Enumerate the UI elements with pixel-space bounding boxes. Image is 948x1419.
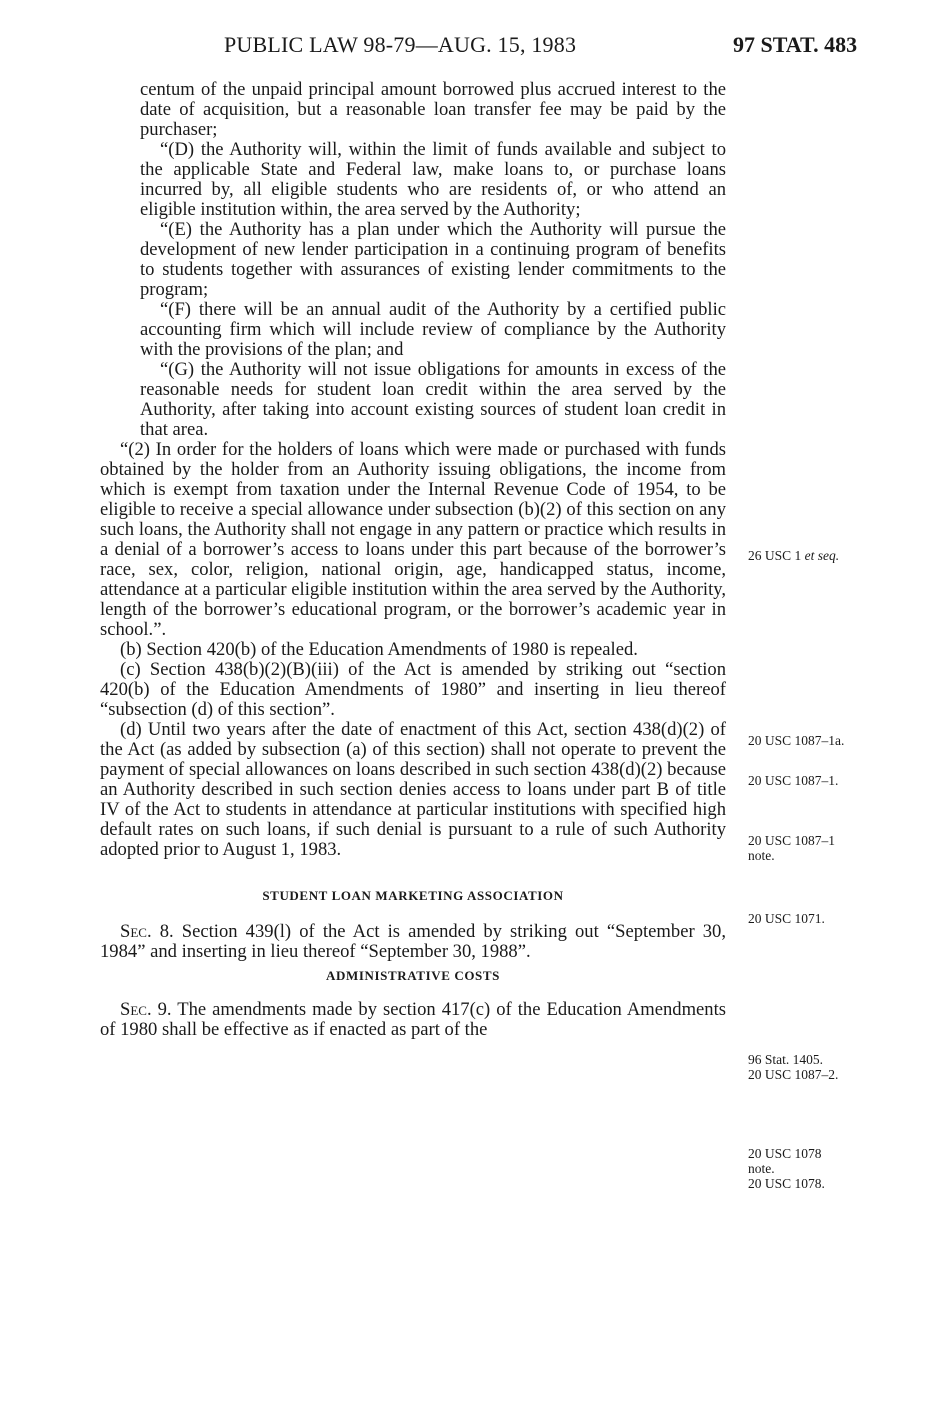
paragraph-f: “(F) there will be an annual audit of the Authority by a certified public accounting firm which will include review of compliance by the Authority with the provisions of the plan; and (140, 299, 726, 360)
margin-note-20-usc-1071: 20 USC 1071. (748, 911, 825, 926)
margin-note-line: 20 USC 1078 (748, 1146, 822, 1161)
page-header (0, 32, 948, 62)
margin-note-20-usc-1078 (748, 1146, 825, 1191)
subsection-d: (d) Until two years after the date of enactment of this Act, section 438(d)(2) of the Act (as added by subsection (a) of this section) shall not operate to prevent the payment of special allowances on loans described in such section 438(d)(2) because an Authority described in such section denies access to loans under part B of title IV of the Act to students in attendance at particular institutions with specified high default rates on such loans, if such denial is pursuant to a rule of such Authority adopted prior to August 1, 1983. (100, 719, 726, 860)
section-8 (100, 922, 726, 962)
margin-note-96-stat-1405 (748, 1052, 838, 1082)
margin-note-20-usc-1087-1: 20 USC 1087–1. (748, 773, 839, 788)
paragraph-g: “(G) the Authority will not issue obligations for amounts in excess of the reasonable needs for student loan credit within the area served by the Authority, after taking into account existing sources of student loan credit in that area. (140, 359, 726, 440)
paragraph-e: “(E) the Authority has a plan under which the Authority will pursue the development of new lender participation in a continuing program of benefits to students together with assurances of existing lender commitments to the program; (140, 219, 726, 300)
statute-text (100, 80, 726, 1040)
section-8-text: Section 439(l) of the Act is amended by striking out “September 30, 1984” and inserting in lieu thereof “September 30, 1988”. (100, 921, 726, 962)
margin-note-line: 20 USC 1087–2. (748, 1067, 839, 1082)
subsection-c: (c) Section 438(b)(2)(B)(iii) of the Act is amended by striking out “section 420(b) of the Education Amendments of 1980” and inserting in lieu thereof “subsection (d) of this section”. (100, 659, 726, 720)
margin-note-line: 96 Stat. 1405. (748, 1052, 824, 1067)
subsection-b: (b) Section 420(b) of the Education Amendments of 1980 is repealed. (120, 639, 638, 660)
margin-note-20-usc-1087-1-note (748, 833, 835, 863)
margin-note-line: 20 USC 1087–1 (748, 833, 836, 848)
section-8-label: Sec. 8. (120, 921, 174, 942)
section-9-text: The amendments made by section 417(c) of the Education Amendments of 1980 shall be effective as if enacted as part of the (100, 999, 726, 1040)
section-9-label: Sec. 9. (120, 999, 172, 1020)
margin-note-line: note. (748, 1161, 775, 1176)
section-9 (100, 1000, 726, 1040)
margin-note-line: note. (748, 848, 775, 863)
paragraph-c-continued: centum of the unpaid principal amount borrowed plus accrued interest to the date of acquisition, but a reasonable loan transfer fee may be paid by the purchaser; (140, 79, 726, 140)
margin-note-line: 20 USC 1078. (748, 1176, 825, 1191)
margin-note-26-usc (748, 548, 839, 563)
heading-student-loan-marketing-association: STUDENT LOAN MARKETING ASSOCIATION (262, 888, 564, 903)
margin-note-26-usc-italic: et seq. (804, 548, 840, 563)
paragraph-2: “(2) In order for the holders of loans which were made or purchased with funds obtained by the holder from an Authority issuing obligations, the income from which is exempt from taxation under the Internal Revenue Code of 1954, to be eligible to receive a special allowance under subsection (b)(2) of this section on any such loans, the Authority shall not engage in any pattern or practice which results in a denial of a borrower’s access to loans under this part because of the borrower’s race, sex, color, religion, national origin, age, handicapped status, income, attendance at a particular eligible institution within the area served by the Authority, length of the borrower’s educational program, or the borrower’s academic year in school.”. (100, 439, 726, 640)
margin-note-26-usc-text: 26 USC 1 (748, 548, 805, 563)
running-head-title: PUBLIC LAW 98-79—AUG. 15, 1983 (224, 32, 577, 57)
statute-page-number: 97 STAT. 483 (733, 32, 858, 57)
heading-administrative-costs: ADMINISTRATIVE COSTS (326, 968, 500, 983)
margin-note-20-usc-1087-1a: 20 USC 1087–1a. (748, 733, 845, 748)
paragraph-d: “(D) the Authority will, within the limit of funds available and subject to the applicable State and Federal law, make loans to, or purchase loans incurred by, all eligible students who are residents of, or who attend an eligible institution within, the area served by the Authority; (140, 139, 726, 220)
